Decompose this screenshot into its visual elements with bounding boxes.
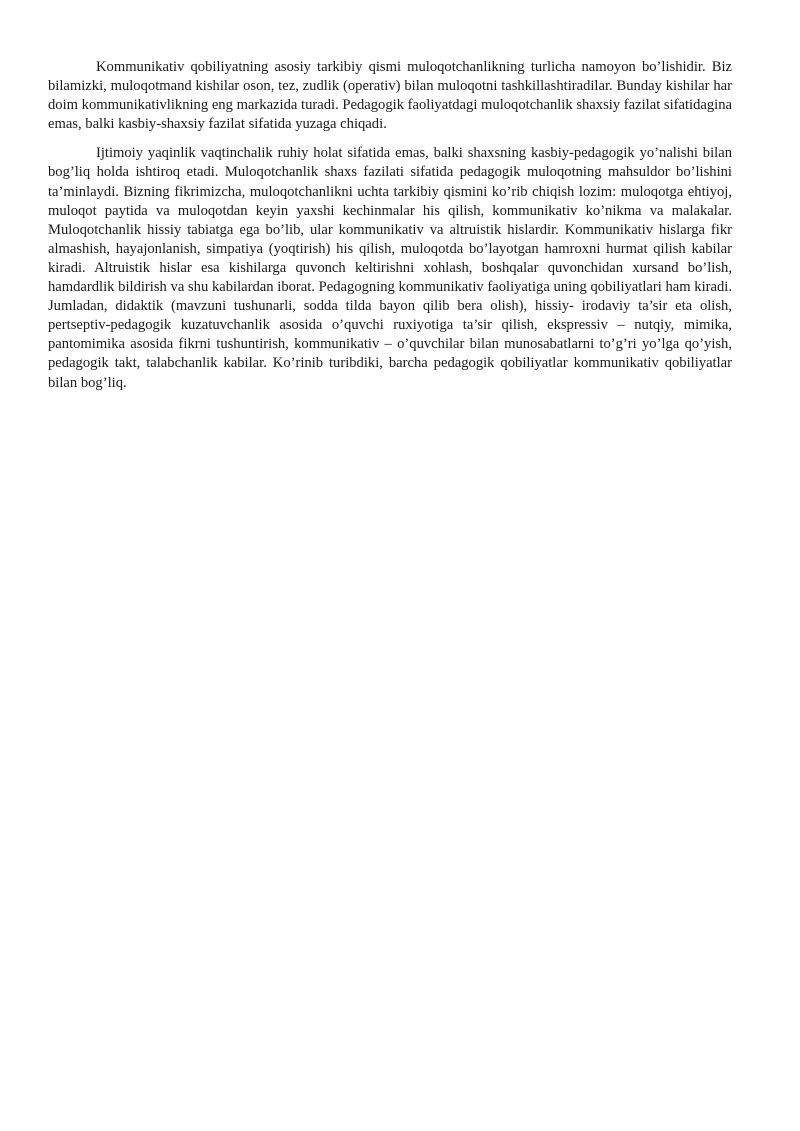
paragraph-2: Ijtimoiy yaqinlik vaqtinchalik ruhiy holat sifatida emas, balki shaxsning kasbiy-pedagogik yo’nalishi bilan bog’liq holda ishtiroq etadi. Muloqotchanlik shaxs fazilati sifatida pedagogik muloqotning mahsuldor bo’lishini ta’minlaydi. Bizning fikrimizcha, muloqotchanlikni uchta tarkibiy qismini ko’rib chiqish lozim: muloqotga ehtiyoj, muloqot paytida va muloqotdan keyin yaxshi kechinmalar his qilish, kommunikativ ko’nikma va malakalar. Muloqotchanlik hissiy tabiatga ega bo’lib, ular kommunikativ va altruistik hislardir. Kommunikativ hislarga fikr almashish, hayajonlanish, simpatiya (yoqtirish) his qilish, muloqotda bo’layotgan hamroxni hurmat qilish kabilar kiradi. Altruistik hislar esa kishilarga quvonch keltirishni xohlash, boshqalar quvonchidan xursand bo’lish, hamdardlik bildirish va shu kabilardan iborat. Pedagogning kommunikativ faoliyatiga uning qobiliyatlari ham kiradi. Jumladan, didaktik (mavzuni tushunarli, sodda tilda bayon qilib bera olish), hissiy- irodaviy ta’sir eta olish, pertseptiv-pedagogik kuzatuvchanlik asosida o’quvchi ruxiyotiga ta’sir qilish, ekspressiv – nutqiy, mimika, pantomimika asosida fikrni tushuntirish, kommunikativ – o’quvchilar bilan munosabatlarni to’g’ri yo’lga qo’yish, pedagogik takt, talabchanlik kabilar. Ko’rinib turibdiki, barcha pedagogik qobiliyatlar kommunikativ qobiliyatlar bilan bog’liq. [48,145,732,391]
paragraph-1: Kommunikativ qobiliyatning asosiy tarkibiy qismi muloqotchanlikning turlicha namoyon bo’lishidir. Biz bilamizki, muloqotmand kishilar oson, tez, zudlik (operativ) bilan muloqotni tashkillashtiradilar. Bunday kishilar har doim kommunikativlikning eng markazida turadi. Pedagogik faoliyatdagi muloqotchanlik shaxsiy fazilat sifatidagina emas, balki kasbiy-shaxsiy fazilat sifatida yuzaga chiqadi. [48,59,732,133]
